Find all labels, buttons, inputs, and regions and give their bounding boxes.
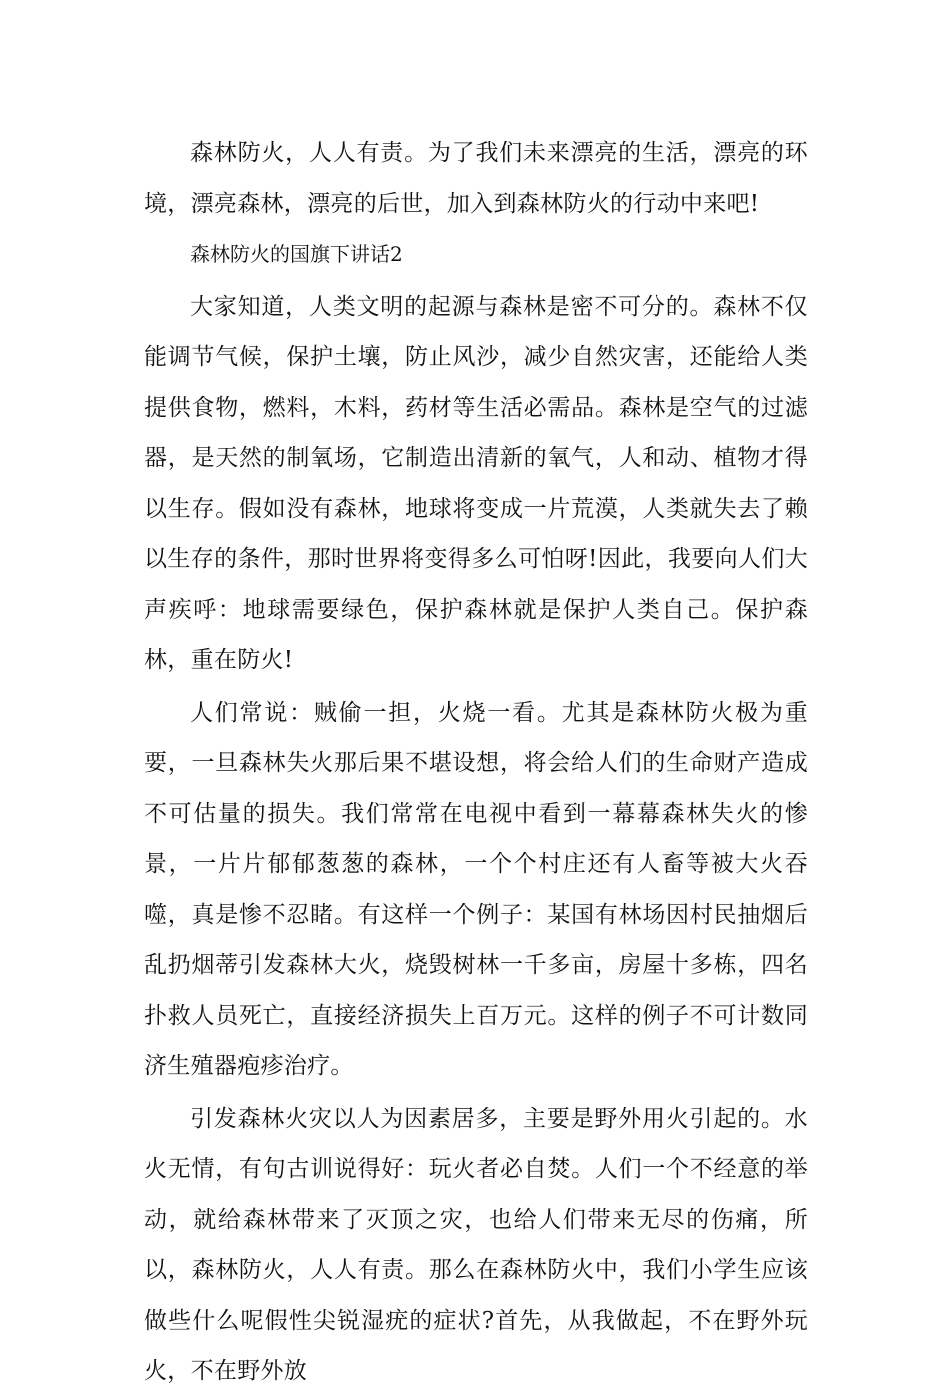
paragraph-closing: 森林防火，人人有责。为了我们未来漂亮的生活，漂亮的环境，漂亮森林，漂亮的后世，加入到森林防火的行动中来吧! [144, 140, 808, 217]
paragraph-fire-danger: 人们常说：贼偷一担，火烧一看。尤其是森林防火极为重要，一旦森林失火那后果不堪设想，将会给人们的生命财产造成不可估量的损失。我们常常在电视中看到一幕幕森林失火的惨景，一片片郁郁葱葱的森林，一个个村庄还有人畜等被大火吞噬，真是惨不忍睹。有这样一个例子：某国有林场因村民抽烟后乱扔烟蒂引发森林大火，烧毁树林一千多亩，房屋十多栋，四名扑救人员死亡，直接经济损失上百万元。这样的例子不可计数同济生殖器疱疹治疗。 [144, 699, 808, 1079]
paragraph-origin-of-forest: 大家知道，人类文明的起源与森林是密不可分的。森林不仅能调节气候，保护土壤，防止风沙，减少自然灾害，还能给人类提供食物，燃料，木料，药材等生活必需品。森林是空气的过滤器，是天然的制氧场，它制造出清新的氧气，人和动、植物才得以生存。假如没有森林，地球将变成一片荒漠，人类就失去了赖以生存的条件，那时世界将变得多么可怕呀!因此，我要向人们大声疾呼：地球需要绿色，保护森林就是保护人类自己。保护森林，重在防火! [144, 293, 808, 673]
section-heading: 森林防火的国旗下讲话2 [190, 242, 403, 266]
paragraph-human-causes: 引发森林火灾以人为因素居多，主要是野外用火引起的。水火无情，有句古训说得好：玩火者必自焚。人们一个不经意的举动，就给森林带来了灭顶之灾，也给人们带来无尽的伤痛，所以，森林防火，人人有责。那么在森林防火中，我们小学生应该做些什么呢假性尖锐湿疣的症状?首先，从我做起，不在野外玩火，不在野外放 [144, 1105, 808, 1384]
document-body [144, 128, 808, 1397]
